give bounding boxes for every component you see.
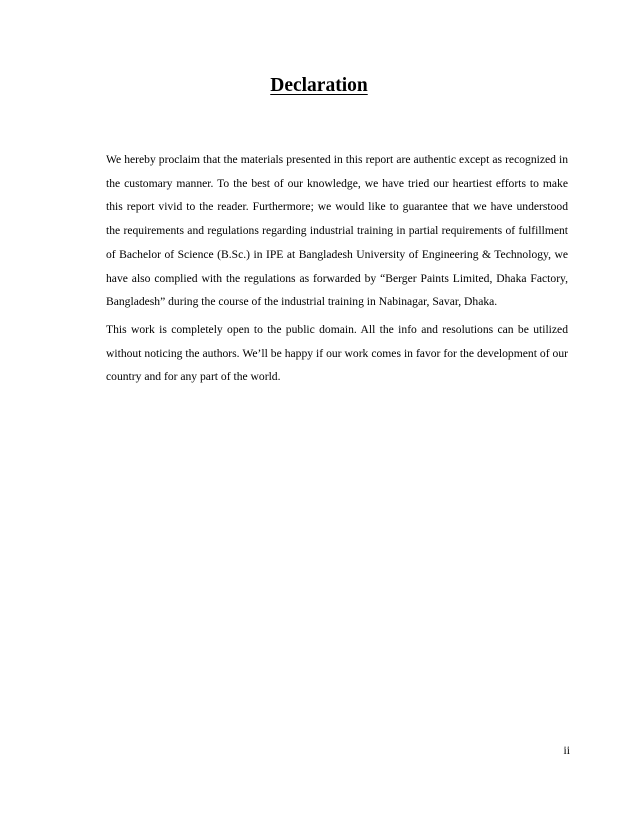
paragraph-public-domain: This work is completely open to the public domain. All the info and resolutions can be utilized without noticing the authors. We’ll be happy if our work comes in favor for the development of our country and for any part of the world. <box>106 322 568 384</box>
body-text <box>106 148 568 389</box>
page-number: ii <box>563 744 570 757</box>
page-title: Declaration <box>270 75 368 96</box>
paragraph-declaration: We hereby proclaim that the materials presented in this report are authentic except as recognized in the customary manner. To the best of our knowledge, we have tried our heartiest efforts to make this report vivid to the reader. Furthermore; we would like to guarantee that we have understood the requirements and regulations regarding industrial training in partial requirements of fulfillment of Bachelor of Science (B.Sc.) in IPE at Bangladesh University of Engineering & Technology, we have also complied with the regulations as forwarded by “Berger Paints Limited, Dhaka Factory, Bangladesh” during the course of the industrial training in Nabinagar, Savar, Dhaka. <box>106 153 568 309</box>
